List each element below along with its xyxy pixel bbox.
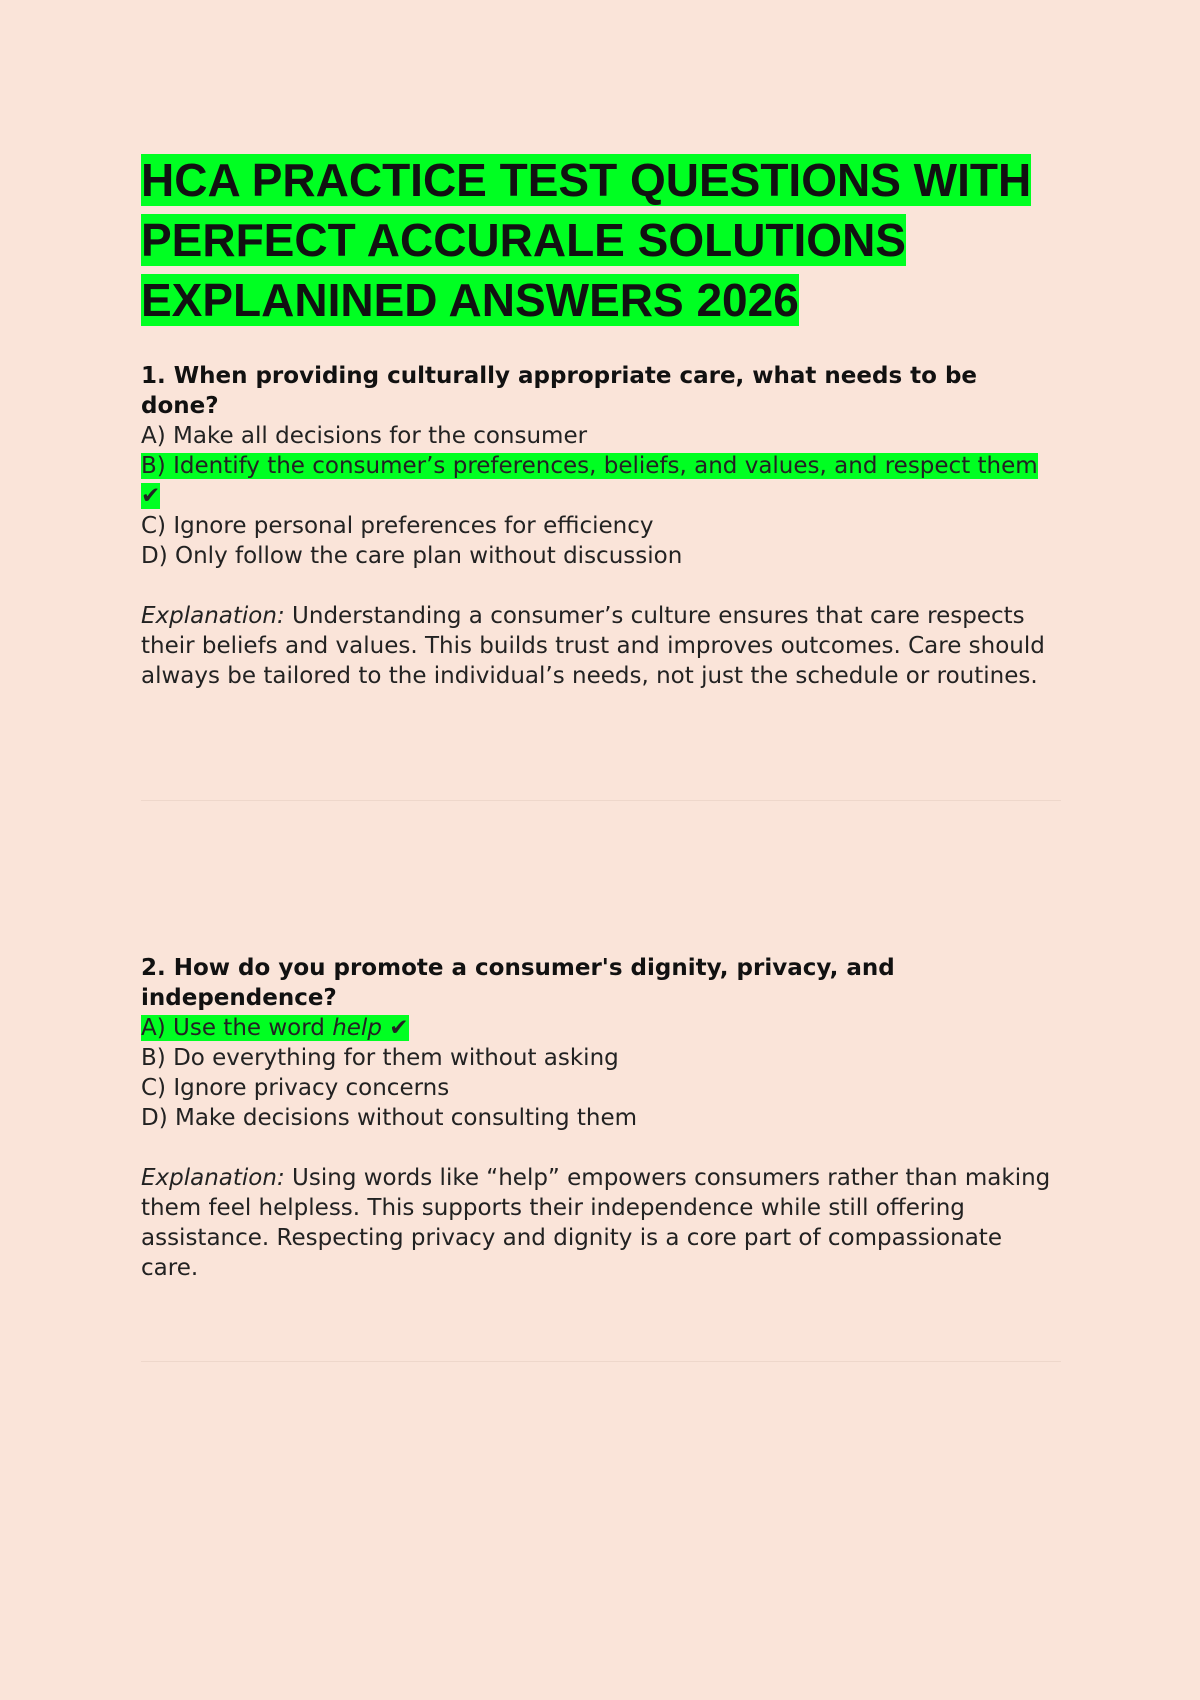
explanation: [141, 1163, 1061, 1283]
correct-answer-highlight: B) Identify the consumer’s preferences, beliefs, and values, and respect them ✔: [141, 453, 1038, 509]
option-d: D) Only follow the care plan without discussion: [141, 543, 683, 569]
option-c: C) Ignore privacy concerns: [141, 1075, 450, 1101]
question-heading: 1. When providing culturally appropriate care, what needs to be done?: [141, 363, 978, 419]
title-line-3: EXPLANINED ANSWERS 2026: [141, 274, 799, 326]
document-page: [141, 150, 1061, 1281]
option-suffix: ✔: [381, 1015, 409, 1041]
question-2: [141, 953, 1061, 1283]
section-divider: [141, 800, 1061, 801]
option-b: B) Do everything for them without asking: [141, 1045, 619, 1071]
section-divider: [141, 1361, 1061, 1362]
option-emphasis: help: [332, 1015, 382, 1041]
option-prefix: A) Use the word: [141, 1015, 333, 1041]
option-c: C) Ignore personal preferences for efficiency: [141, 513, 654, 539]
question-1: [141, 361, 1061, 691]
explanation-label: Explanation:: [141, 1165, 285, 1191]
title-line-2: PERFECT ACCURALE SOLUTIONS: [141, 214, 906, 266]
title-line-1: HCA PRACTICE TEST QUESTIONS WITH: [141, 154, 1032, 206]
correct-answer-highlight: [141, 1015, 409, 1041]
option-a: A) Make all decisions for the consumer: [141, 423, 588, 449]
explanation: [141, 601, 1061, 691]
document-title: [141, 150, 1061, 330]
question-heading: 2. How do you promote a consumer's dignity, privacy, and independence?: [141, 955, 895, 1011]
explanation-label: Explanation:: [141, 603, 285, 629]
option-a-correct: [141, 1013, 1061, 1043]
explanation-text: Understanding a consumer’s culture ensures that care respects their beliefs and values. This builds trust and improves outcomes. Care should always be tailored to the individual’s needs, not just the schedule or routines.: [141, 603, 1045, 689]
explanation-text: Using words like “help” empowers consumers rather than making them feel helpless. This supports their independence while still offering assistance. Respecting privacy and dignity is a core part of compassionate care.: [141, 1165, 1051, 1281]
option-d: D) Make decisions without consulting them: [141, 1105, 638, 1131]
option-b-correct: [141, 451, 1061, 511]
